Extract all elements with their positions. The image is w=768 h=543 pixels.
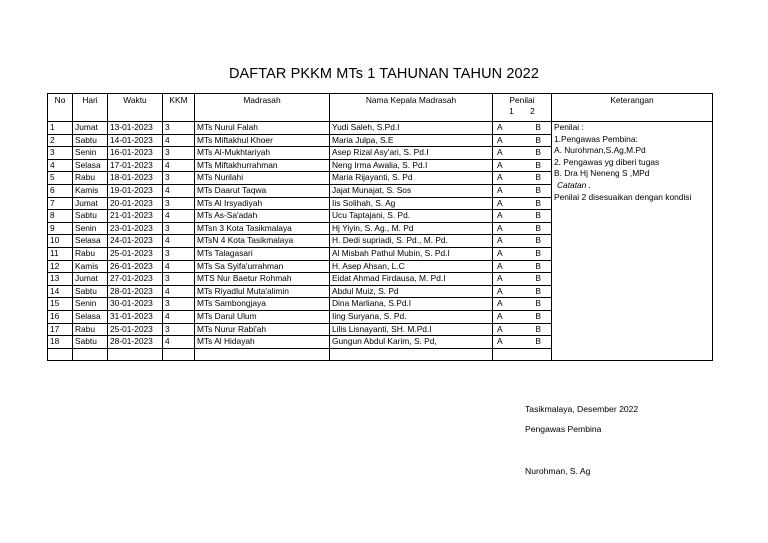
cell-no: 13 <box>48 273 73 286</box>
cell-penilai-p1: A <box>497 134 503 145</box>
cell-kkm: 4 <box>163 260 195 273</box>
cell-kkm: 3 <box>163 273 195 286</box>
cell-hari: Sabtu <box>73 134 108 147</box>
cell-kepala: Lilis Lisnayanti, SH. M.Pd.I <box>330 323 493 336</box>
cell-madrasah: MTs As-Sa'adah <box>195 210 330 223</box>
cell-kkm: 3 <box>163 298 195 311</box>
cell-penilai-p1: A <box>497 172 503 183</box>
cell-penilai <box>493 134 552 147</box>
cell-waktu: 20-01-2023 <box>108 197 163 210</box>
cell-kepala: Hj Yiyin, S. Ag., M. Pd <box>330 222 493 235</box>
document-title: DAFTAR PKKM MTs 1 TAHUNAN TAHUN 2022 <box>228 66 540 82</box>
cell-madrasah: MTs Nurul Falah <box>195 122 330 135</box>
cell-no: 14 <box>48 285 73 298</box>
cell-penilai-p2: B <box>535 159 541 170</box>
cell-hari: Sabtu <box>73 336 108 349</box>
cell-penilai-p2: B <box>535 285 541 296</box>
cell-penilai-p1: A <box>497 298 503 309</box>
cell-no: 16 <box>48 310 73 323</box>
cell-kepala: Eidat Ahmad Firdausa, M. Pd.I <box>330 273 493 286</box>
cell-penilai-p1: A <box>497 122 503 132</box>
cell-waktu: 28-01-2023 <box>108 336 163 349</box>
cell-penilai-p2: B <box>535 336 541 347</box>
cell-hari: Selasa <box>73 310 108 323</box>
header-hari: Hari <box>73 94 108 122</box>
cell-penilai <box>493 235 552 248</box>
header-penilai-label: Penilai <box>509 95 535 105</box>
cell-waktu: 30-01-2023 <box>108 298 163 311</box>
cell-empty <box>330 348 493 361</box>
cell-kkm: 4 <box>163 210 195 223</box>
cell-kkm: 4 <box>163 159 195 172</box>
cell-penilai-p1: A <box>497 184 503 195</box>
table-header-row <box>48 94 713 122</box>
cell-penilai <box>493 298 552 311</box>
cell-no: 3 <box>48 147 73 160</box>
cell-waktu: 21-01-2023 <box>108 210 163 223</box>
footer-role: Pengawas Pembina <box>525 424 602 434</box>
cell-waktu: 13-01-2023 <box>108 122 163 135</box>
cell-empty <box>73 348 108 361</box>
cell-hari: Senin <box>73 147 108 160</box>
cell-penilai <box>493 122 552 135</box>
cell-no: 18 <box>48 336 73 349</box>
cell-penilai-p1: A <box>497 197 503 208</box>
cell-waktu: 18-01-2023 <box>108 172 163 185</box>
cell-kepala: Asep Rizal Asy'ari, S. Pd.I <box>330 147 493 160</box>
cell-penilai-p2: B <box>535 310 541 321</box>
cell-kepala: Iis Solihah, S. Ag <box>330 197 493 210</box>
cell-madrasah: MTs Nurilahi <box>195 172 330 185</box>
cell-hari: Jumat <box>73 273 108 286</box>
cell-hari: Sabtu <box>73 285 108 298</box>
header-keterangan: Keterangan <box>552 94 713 122</box>
cell-madrasah: MTs Darul Ulum <box>195 310 330 323</box>
cell-penilai-p1: A <box>497 285 503 296</box>
cell-kkm: 4 <box>163 285 195 298</box>
cell-no: 8 <box>48 210 73 223</box>
cell-kkm: 3 <box>163 197 195 210</box>
cell-kepala: Iing Suryana, S. Pd. <box>330 310 493 323</box>
cell-waktu: 17-01-2023 <box>108 159 163 172</box>
cell-hari: Senin <box>73 222 108 235</box>
cell-kkm: 4 <box>163 235 195 248</box>
cell-penilai-p2: B <box>535 172 541 183</box>
cell-hari: Rabu <box>73 247 108 260</box>
cell-penilai-p2: B <box>535 147 541 158</box>
cell-penilai-p2: B <box>535 247 541 258</box>
cell-empty <box>195 348 330 361</box>
cell-kkm: 4 <box>163 184 195 197</box>
cell-madrasah: MTs Al Irsyadiyah <box>195 197 330 210</box>
cell-penilai <box>493 147 552 160</box>
cell-hari: Kamis <box>73 260 108 273</box>
cell-madrasah: MTs Miftakhurrahman <box>195 159 330 172</box>
cell-penilai-p1: A <box>497 147 503 158</box>
cell-no: 9 <box>48 222 73 235</box>
keterangan-cell <box>552 122 713 361</box>
cell-hari: Jumat <box>73 197 108 210</box>
cell-penilai-p2: B <box>535 134 541 145</box>
cell-no: 11 <box>48 247 73 260</box>
cell-empty <box>493 348 552 361</box>
cell-no: 17 <box>48 323 73 336</box>
cell-hari: Jumat <box>73 122 108 135</box>
cell-hari: Rabu <box>73 323 108 336</box>
keterangan-note: Penilai 2 disesuaikan dengan kondisi <box>554 191 692 202</box>
cell-penilai-p2: B <box>535 235 541 246</box>
cell-madrasah: MTs Al-Mukhtariyah <box>195 147 330 160</box>
cell-kkm: 3 <box>163 247 195 260</box>
cell-penilai-p2: B <box>535 184 541 195</box>
schedule-table <box>47 93 713 361</box>
cell-penilai <box>493 323 552 336</box>
cell-no: 15 <box>48 298 73 311</box>
cell-waktu: 25-01-2023 <box>108 247 163 260</box>
cell-penilai-p2: B <box>535 323 541 334</box>
cell-penilai <box>493 247 552 260</box>
keterangan-pengawas-pembina: 1.Pengawas Pembina: <box>554 133 638 144</box>
cell-penilai-p1: A <box>497 210 503 221</box>
cell-kepala: H. Asep Ahsan, L.C <box>330 260 493 273</box>
footer-name: Nurohman, S. Ag <box>525 466 591 476</box>
cell-penilai <box>493 222 552 235</box>
cell-waktu: 25-01-2023 <box>108 323 163 336</box>
cell-empty <box>163 348 195 361</box>
cell-penilai-p1: A <box>497 273 503 284</box>
cell-empty <box>48 348 73 361</box>
cell-hari: Rabu <box>73 172 108 185</box>
cell-kepala: Al Misbah Pathul Mubin, S. Pd.I <box>330 247 493 260</box>
cell-waktu: 26-01-2023 <box>108 260 163 273</box>
cell-madrasah: MTsn 3 Kota Tasikmalaya <box>195 222 330 235</box>
cell-no: 4 <box>48 159 73 172</box>
cell-kkm: 4 <box>163 310 195 323</box>
cell-waktu: 14-01-2023 <box>108 134 163 147</box>
cell-penilai-p2: B <box>535 260 541 271</box>
cell-kepala: Maria Julpa, S.E <box>330 134 493 147</box>
keterangan-catatan: Catatan . <box>557 179 591 190</box>
cell-hari: Sabtu <box>73 210 108 223</box>
cell-madrasah: MTs Daarut Taqwa <box>195 184 330 197</box>
cell-kkm: 4 <box>163 134 195 147</box>
cell-penilai-p2: B <box>535 122 541 132</box>
cell-penilai-p1: A <box>497 336 503 347</box>
cell-kkm: 3 <box>163 222 195 235</box>
cell-kepala: Maria Rijayanti, S. Pd <box>330 172 493 185</box>
header-kepala: Nama Kepala Madrasah <box>330 94 493 122</box>
header-penilai-1: 1 <box>509 106 514 116</box>
cell-hari: Kamis <box>73 184 108 197</box>
cell-kepala: Abdul Muiz, S. Pd <box>330 285 493 298</box>
cell-waktu: 27-01-2023 <box>108 273 163 286</box>
cell-madrasah: MTs Nurur Rabi'ah <box>195 323 330 336</box>
keterangan-penilai-label: Penilai : <box>554 122 584 132</box>
cell-no: 2 <box>48 134 73 147</box>
keterangan-penilai-a: A. Nurohman,S.Ag,M.Pd <box>554 145 646 156</box>
table-body <box>48 122 713 361</box>
cell-penilai-p1: A <box>497 235 503 246</box>
cell-waktu: 28-01-2023 <box>108 285 163 298</box>
footer-place-date: Tasikmalaya, Desember 2022 <box>525 404 639 414</box>
cell-waktu: 31-01-2023 <box>108 310 163 323</box>
cell-madrasah: MTS Nur Baetur Rohmah <box>195 273 330 286</box>
cell-kepala: H. Dedi supriadi, S. Pd., M. Pd. <box>330 235 493 248</box>
cell-penilai-p2: B <box>535 273 541 284</box>
header-waktu: Waktu <box>108 94 163 122</box>
cell-madrasah: MTs Sambongjaya <box>195 298 330 311</box>
table-row <box>48 122 713 135</box>
cell-penilai-p1: A <box>497 323 503 334</box>
cell-kepala: Yudi Saleh, S.Pd.I <box>330 122 493 135</box>
cell-penilai <box>493 310 552 323</box>
cell-empty <box>108 348 163 361</box>
cell-penilai <box>493 285 552 298</box>
cell-penilai <box>493 336 552 349</box>
header-no: No <box>48 94 73 122</box>
cell-penilai-p1: A <box>497 260 503 271</box>
cell-no: 12 <box>48 260 73 273</box>
cell-kepala: Ucu Taptajani, S. Pd. <box>330 210 493 223</box>
keterangan-pengawas-tugas: 2. Pengawas yg diberi tugas <box>554 156 660 167</box>
cell-kkm: 3 <box>163 122 195 135</box>
cell-hari: Senin <box>73 298 108 311</box>
cell-hari: Selasa <box>73 235 108 248</box>
cell-hari: Selasa <box>73 159 108 172</box>
cell-penilai-p1: A <box>497 222 503 233</box>
cell-madrasah: MTs Riyadlul Muta'alimin <box>195 285 330 298</box>
cell-no: 6 <box>48 184 73 197</box>
cell-penilai-p1: A <box>497 247 503 258</box>
cell-penilai-p2: B <box>535 298 541 309</box>
cell-madrasah: MTsN 4 Kota Tasikmalaya <box>195 235 330 248</box>
cell-no: 1 <box>48 122 73 135</box>
cell-penilai-p2: B <box>535 210 541 221</box>
cell-madrasah: MTs Talagasari <box>195 247 330 260</box>
cell-madrasah: MTs Sa Syifa'urrahman <box>195 260 330 273</box>
cell-no: 5 <box>48 172 73 185</box>
cell-kepala: Dina Marliana, S.Pd.I <box>330 298 493 311</box>
header-kkm: KKM <box>163 94 195 122</box>
header-penilai <box>493 94 552 122</box>
cell-penilai <box>493 197 552 210</box>
header-madrasah: Madrasah <box>195 94 330 122</box>
cell-penilai-p2: B <box>535 222 541 233</box>
cell-waktu: 23-01-2023 <box>108 222 163 235</box>
cell-no: 10 <box>48 235 73 248</box>
header-penilai-2: 2 <box>530 106 535 116</box>
cell-waktu: 16-01-2023 <box>108 147 163 160</box>
cell-kkm: 3 <box>163 323 195 336</box>
cell-kkm: 3 <box>163 172 195 185</box>
cell-penilai <box>493 210 552 223</box>
cell-penilai <box>493 184 552 197</box>
cell-kepala: Neng Irma Awalia, S. Pd.I <box>330 159 493 172</box>
cell-penilai-p2: B <box>535 197 541 208</box>
cell-penilai-p1: A <box>497 310 503 321</box>
cell-madrasah: MTs Al Hidayah <box>195 336 330 349</box>
cell-madrasah: MTs Miftakhul Khoer <box>195 134 330 147</box>
cell-penilai-p1: A <box>497 159 503 170</box>
cell-penilai <box>493 273 552 286</box>
cell-waktu: 24-01-2023 <box>108 235 163 248</box>
cell-no: 7 <box>48 197 73 210</box>
cell-penilai <box>493 159 552 172</box>
cell-kkm: 3 <box>163 147 195 160</box>
keterangan-penilai-b: B. Dra Hj Neneng S ,MPd <box>554 168 650 179</box>
cell-waktu: 19-01-2023 <box>108 184 163 197</box>
cell-kepala: Jajat Munajat, S. Sos <box>330 184 493 197</box>
cell-kepala: Gungun Abdul Karim, S. Pd, <box>330 336 493 349</box>
cell-penilai <box>493 172 552 185</box>
cell-penilai <box>493 260 552 273</box>
cell-kkm: 4 <box>163 336 195 349</box>
